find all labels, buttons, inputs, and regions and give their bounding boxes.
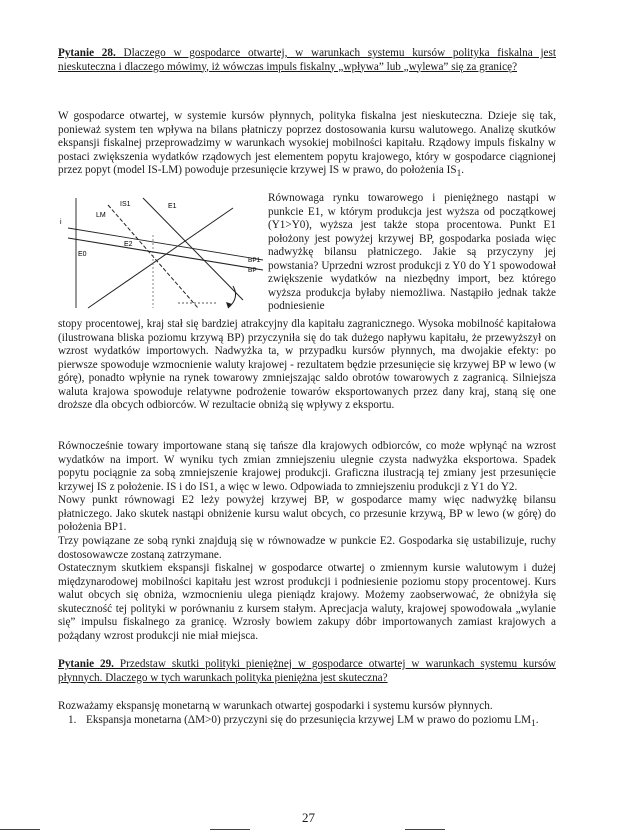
bottom-rule-right bbox=[405, 829, 445, 830]
question-28-heading bbox=[58, 47, 556, 74]
q29-paragraph: Rozważamy ekspansję monetarną w warunkach otwartej gospodarki i systemu kursów płynnych. bbox=[58, 700, 493, 712]
import-paragraph: Równocześnie towary importowane staną się tańsze dla krajowych odbiorców, co może wpłynąć na wzrost wydatków na import. W wyniku tych zmian zmniejszeniu ulegnie czysta nadwyżka eksportowa. Spadek popytu pociągnie za sobą zmniejszenie krajowej produkcji. Graficzna ilustracją tej zmiany jest przesunięcie krzywej IS z położenie. IS i do IS1, a więc w lewo. Odpowiada to zmniejszeniu produkcji z Y1 do Y2. bbox=[58, 440, 556, 493]
question-28-text: Dlaczego w gospodarce otwartej, w warunkach systemu kursów polityka fiskalna jest nieskuteczna i dlaczego mówimy, iż wówczas impuls fiskalny „wpływa” lub „wylewa” się za granicę? bbox=[58, 47, 556, 73]
is1-curve bbox=[143, 198, 243, 300]
e2-paragraph: Nowy punkt równowagi E2 leży powyżej krzywej BP, w gospodarce mamy więc nadwyżkę bilansu płatniczego. Jako skutek nastąpi obniżenie kursu walut obcych, co przesunie krzywą, BP w lewo (w górę) do położenia BP1. bbox=[58, 494, 556, 533]
label-e1: E1 bbox=[168, 203, 177, 210]
bottom-rule-left bbox=[0, 829, 40, 830]
list-item bbox=[68, 714, 556, 732]
label-lm: LM bbox=[96, 212, 106, 219]
intro-end: . bbox=[461, 164, 465, 176]
markets-paragraph: Trzy powiązane ze sobą rynki znajdują się w równowadze w punkcie E2. Gospodarka się ustabilizuje, ruchy dostosowawcze zostaną zatrzymane. bbox=[58, 535, 556, 561]
final-paragraph: Ostatecznym skutkiem ekspansji fiskalnej w gospodarce otwartej o zmiennym kursie walutowym i dużej międzynarodowej mobilności kapitału jest wzrost produkcji i podniesienie poziomu stopy procentowej. Kurs walut obcych się obniża, wzmocnieniu ulega pieniądz krajowy. Możemy zaobserwować, że obniżyła się skuteczność tej polityki w porównaniu z kursem stałym. Aprecjacja waluty, krajowej spowodowała „wylanie się” impulsu fiskalnego za granicę. Wzrosły bowiem zakupy dóbr importowanych zamiast krajowych a pożądany wzrost produkcji nie miał miejsca. bbox=[58, 562, 556, 642]
label-i-axis: i bbox=[60, 219, 62, 226]
question-28-label: Pytanie 28. bbox=[58, 47, 116, 59]
intro-text: W gospodarce otwartej, w systemie kursów płynnych, polityka fiskalna jest nieskuteczna. Dzieje się tak, ponieważ system ten wpływa na bilans płatniczy poprzez dostosowania kursu walutowego. Analizę skutków ekspansji fiskalnej przeprowadzimy w warunkach wysokiej mobilności kapitału. Rządowy impuls fiskalny w postaci zwiększenia wydatków rządowych jest elementem popytu krajowego, który w gospodarce ciągnionej przez popyt (model IS-LM) powoduje przesunięcie krzywej IS w prawo, do położenia IS bbox=[58, 110, 556, 176]
question-29-text: Przedstaw skutki polityki pieniężnej w gospodarce otwartej w warunkach systemu kursów płynnych. Dlaczego w tych warunkach polityka pieniężna jest skuteczna? bbox=[58, 658, 556, 684]
list-item-end: . bbox=[535, 714, 539, 726]
intro-subscript: 1 bbox=[456, 169, 462, 180]
question-29-label: Pytanie 29. bbox=[58, 658, 114, 670]
list-item-text: Ekspansja monetarna (ΔM>0) przyczyni się do przesunięcia krzywej LM w prawo do poziomu LM bbox=[86, 714, 532, 726]
bottom-rule-middle bbox=[210, 829, 250, 830]
bp1-curve bbox=[68, 228, 263, 260]
list-item-number: 1. bbox=[68, 714, 77, 726]
label-e0: E0 bbox=[78, 251, 87, 258]
list-item-subscript: 1 bbox=[531, 719, 536, 730]
is-lm-bp-diagram bbox=[58, 190, 268, 315]
label-is1: IS1 bbox=[120, 201, 131, 208]
label-bp: BP bbox=[248, 267, 257, 274]
label-bp1: BP1 bbox=[248, 257, 261, 264]
label-e2: E2 bbox=[124, 241, 133, 248]
equilibrium-paragraph: Równowaga rynku towarowego i pieniężnego nastąpi w punkcie E1, w którym produkcja jest wyższa od początkowej (Y1>Y0), wyższa jest także stopa procentowa. Punkt E1 położony jest powyżej krzywej BP, gospodarka posiada więc nadwyżkę bilansu płatniczego. Jakie są przyczyny jej powstania? Uprzedni wzrost produkcji z Y0 do Y1 spowodował zwiększenie wydatków na niezbędny import, bez którego wyższa produkcja byłaby niemożliwa. Nastąpiło jednak także podniesienie bbox=[268, 192, 556, 312]
page-number: 27 bbox=[302, 810, 315, 825]
question-29-heading bbox=[58, 658, 556, 685]
lm-curve bbox=[88, 208, 233, 308]
continuation-paragraph: stopy procentowej, kraj stał się bardziej atrakcyjny dla kapitału zagranicznego. Wysoka mobilność kapitałowa (ilustrowana bliska poziomu krzywą BP) przyczyniła się do tak dużego napływu kapitału, że przewyższył on wzrost wydatków importowych. Nadwyżka ta, w przypadku kursów płynnych, ma dwojakie efekty: po pierwsze spowoduje wzmocnienie waluty krajowej - rezultatem będzie przesunięcie się krzywej BP w lewo (w górę), ponadto wpłynie na rynek towarowy zmniejszając saldo obrotów towarowych z zagranicą. Silniejsza waluta krajowa spowoduje relatywne podrożenie towarów eksportowanych przez dany kraj, staną się one droższe dla obcych odbiorców. W rezultacie obniżą się wpływy z eksportu. bbox=[58, 318, 556, 411]
intro-paragraph bbox=[58, 110, 556, 182]
